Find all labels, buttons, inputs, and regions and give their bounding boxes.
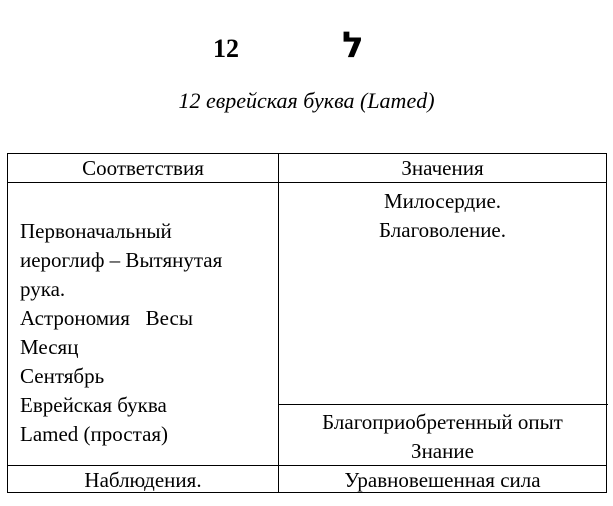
meanings-cell <box>279 187 606 245</box>
column-header-meanings: Значения <box>401 156 484 180</box>
correspondence-line: иероглиф – Вытянутая <box>20 248 223 272</box>
correspondences-cell <box>20 217 275 449</box>
experience-line: Благоприобретенный опыт <box>322 410 563 434</box>
meaning-line: Благоволение. <box>378 218 506 242</box>
correspondence-line: Еврейская буква <box>20 393 167 417</box>
balanced-force-cell: Уравновешенная сила <box>344 468 541 492</box>
correspondence-line: Астрономия Весы <box>20 306 193 330</box>
page-subtitle: 12 еврейская буква (Lamed) <box>178 88 435 113</box>
meaning-line: Милосердие. <box>383 189 502 213</box>
letter-number: 12 <box>213 34 239 63</box>
column-header-correspondences: Соответствия <box>82 156 204 180</box>
hebrew-letter: ל <box>342 25 364 66</box>
right-cell-divider <box>278 404 608 405</box>
correspondence-line: рука. <box>20 277 66 301</box>
experience-line: Знание <box>411 439 474 463</box>
header-divider <box>8 182 606 183</box>
correspondence-line: Lamed (простая) <box>20 422 169 446</box>
correspondence-table <box>7 153 607 493</box>
experience-cell <box>279 408 606 466</box>
correspondence-line: Месяц <box>20 335 79 359</box>
correspondence-line: Первоначальный <box>20 219 172 243</box>
observations-cell: Наблюдения. <box>84 468 202 492</box>
correspondence-line: Сентябрь <box>20 364 105 388</box>
